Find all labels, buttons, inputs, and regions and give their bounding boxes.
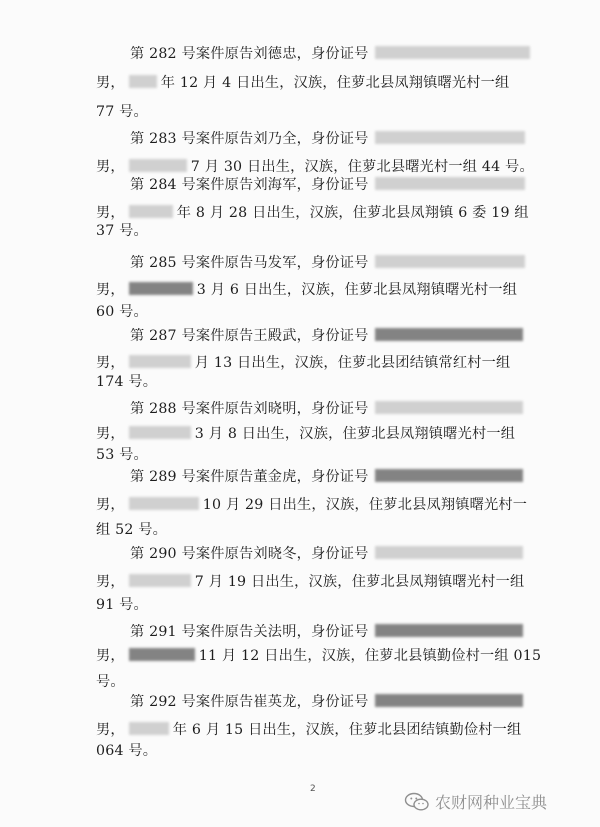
redacted-birth-year	[129, 205, 173, 218]
paragraph-289-line-3: 组 52 号。	[96, 522, 168, 538]
redacted-birth-year	[129, 75, 157, 88]
paragraph-285-line-3: 60 号。	[96, 304, 148, 320]
redacted-birth-year	[129, 722, 169, 735]
redacted-id-number	[375, 46, 530, 59]
redacted-id-number	[375, 177, 525, 190]
paragraph-287-line-1: 第 287 号案件原告王殿武，身份证号	[130, 326, 523, 346]
paragraph-288-line-1: 第 288 号案件原告刘晓明，身份证号	[130, 399, 523, 419]
redacted-id-number	[375, 131, 525, 144]
paragraph-292-line-1: 第 292 号案件原告崔英龙，身份证号	[130, 692, 523, 712]
redacted-birth-year	[129, 159, 187, 172]
paragraph-291-line-3: 号。	[96, 674, 125, 690]
paragraph-285-line-2: 男， 3 月 6 日出生，汉族，住萝北县凤翔镇曙光村一组	[96, 282, 518, 298]
watermark	[404, 790, 547, 813]
paragraph-292-line-2: 男， 年 6 月 15 日出生，汉族，住萝北县团结镇勤俭村一组	[96, 722, 522, 738]
redacted-id-number	[375, 546, 523, 559]
redacted-birth-year	[129, 497, 199, 510]
paragraph-287-line-3: 174 号。	[96, 374, 158, 390]
paragraph-289-line-2: 男， 10 月 29 日出生，汉族，住萝北县凤翔镇曙光村一	[96, 497, 528, 513]
redacted-id-number	[375, 255, 525, 268]
redacted-birth-date	[129, 355, 191, 368]
paragraph-290-line-1: 第 290 号案件原告刘晓冬，身份证号	[130, 544, 523, 564]
paragraph-291-line-1: 第 291 号案件原告关法明，身份证号	[130, 622, 523, 642]
paragraph-289-line-1: 第 289 号案件原告董金虎，身份证号	[130, 467, 523, 487]
redacted-id-number	[375, 401, 523, 414]
paragraph-283-line-1: 第 283 号案件原告刘乃全，身份证号	[130, 129, 525, 149]
redacted-id-number	[375, 694, 523, 707]
redacted-birth-year	[129, 282, 193, 295]
redacted-id-number	[375, 624, 523, 637]
redacted-birth-year	[129, 426, 191, 439]
paragraph-290-line-2: 男， 7 月 19 日出生，汉族，住萝北县凤翔镇曙光村一组	[96, 574, 525, 590]
paragraph-288-line-3: 53 号。	[96, 447, 148, 463]
redacted-id-number	[375, 469, 523, 482]
paragraph-288-line-2: 男， 3 月 8 日出生，汉族，住萝北县凤翔镇曙光村一组	[96, 426, 516, 442]
paragraph-282-line-3: 77 号。	[96, 104, 148, 120]
redacted-birth-year	[129, 574, 191, 587]
page-number: 2	[310, 784, 316, 794]
wechat-icon	[404, 792, 430, 812]
paragraph-284-line-2: 男， 年 8 月 28 日出生，汉族，住萝北县凤翔镇 6 委 19 组	[96, 205, 529, 221]
paragraph-283-line-2: 男， 7 月 30 日出生，汉族，住萝北县曙光村一组 44 号。	[96, 159, 534, 175]
redacted-birth-year	[129, 648, 195, 661]
redacted-id-number	[375, 328, 523, 341]
paragraph-282-line-1: 第 282 号案件原告刘德忠，身份证号	[130, 44, 530, 64]
paragraph-285-line-1: 第 285 号案件原告马发军，身份证号	[130, 253, 525, 273]
paragraph-291-line-2: 男， 11 月 12 日出生，汉族，住萝北县镇勤俭村一组 015	[96, 648, 542, 664]
paragraph-282-line-2: 男， 年 12 月 4 日出生，汉族，住萝北县凤翔镇曙光村一组	[96, 75, 510, 91]
watermark-text: 农财网种业宝典	[435, 793, 548, 812]
paragraph-290-line-3: 91 号。	[96, 597, 148, 613]
paragraph-284-line-3: 37 号。	[96, 223, 148, 239]
paragraph-284-line-1: 第 284 号案件原告刘海军，身份证号	[130, 175, 525, 195]
paragraph-287-line-2: 男， 月 13 日出生，汉族，住萝北县团结镇常红村一组	[96, 355, 511, 371]
paragraph-292-line-3: 064 号。	[96, 743, 158, 759]
